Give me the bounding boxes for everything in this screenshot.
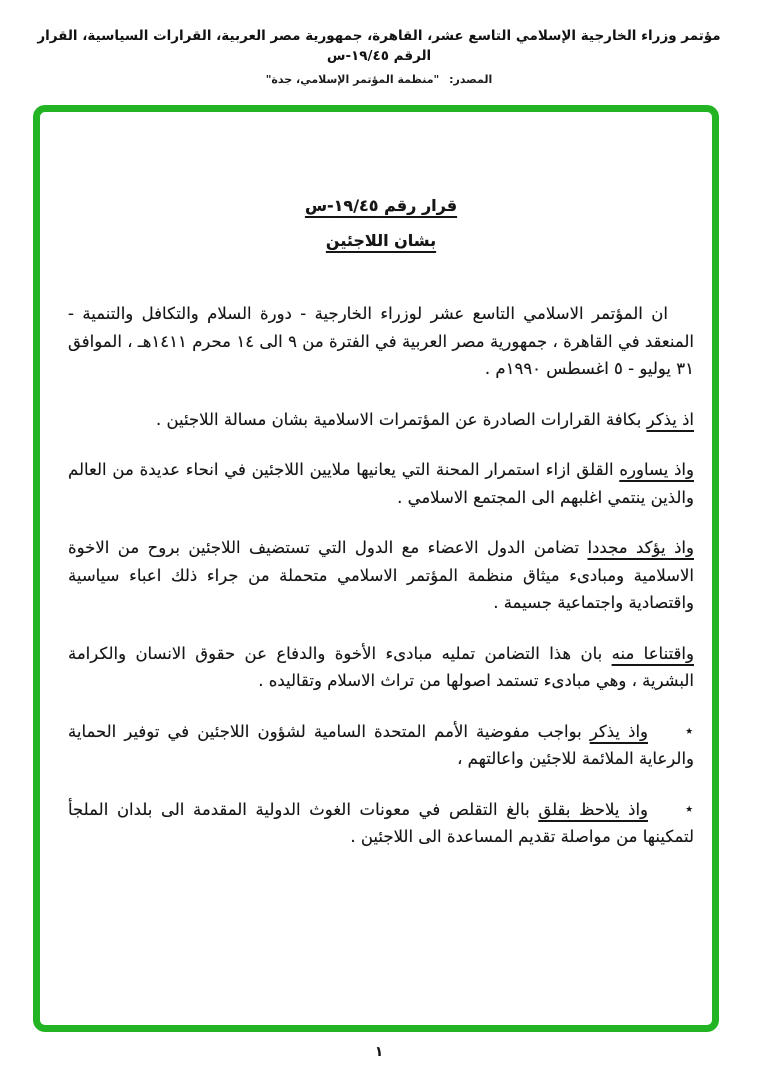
resolution-number-title: قرار رقم ١٩/٤٥-س [304,196,458,215]
paragraph-lead-underlined: واقتناعا منه [611,643,694,663]
paragraph-lead-underlined: واذ يساوره [619,460,694,479]
paragraph-lead-underlined: اذ يذكر [646,409,694,429]
page-number: ١ [374,1044,384,1060]
paragraph-lead-underlined: واذ يؤكد مجددا [587,538,694,557]
paragraph-text: بكافة القرارات الصادرة عن المؤتمرات الاسلامية بشان مسالة اللاجئين . [155,409,647,429]
paragraph-text: بالغ التقلص في معونات الغوث الدولية المقدمة الى بلدان الملجأ لتمكينها من مواصلة تقديم المساعدة الى اللاجئين . [68,799,694,846]
paragraph-lead-underlined: واذ يلاحظ بقلق [538,799,648,819]
paragraph-text: ان المؤتمر الاسلامي التاسع عشر لوزراء الخارجية - دورة السلام والتكافل والتنمية - المنعقد في القاهرة ، جمهورية مصر العربية في الفترة من ٩ الى ١٤ محرم ١٤١١هـ ، الموافق ٣١ يوليو - ٥ اغسطس ١٩٩٠م . [68,304,694,378]
preamble-paragraph-4 [68,534,694,617]
preamble-paragraph-3 [68,456,694,511]
source-label: المصدر: [449,73,493,86]
paragraph-text: بواجب مفوضية الأمم المتحدة السامية لشؤون اللاجئين في توفير الحماية والرعاية الملائمة للاجئين واعالتهم ، [68,721,694,768]
paragraph-text: بان هذا التضامن تمليه مبادىء الأخوة والدفاع عن حقوق الانسان والكرامة البشرية ، وهي مبادىء تستمد اصولها من تراث الاسلام وتقاليده . [68,643,694,690]
paragraph-text: القلق ازاء استمرار المحنة التي يعانيها ملايين اللاجئين في انحاء عديدة من العالم والذين ينتمي اغلبهم الى المجتمع الاسلامي . [68,460,694,507]
asterisk-bullet-icon: ٭ [685,800,693,817]
header-citation: مؤتمر وزراء الخارجية الإسلامي التاسع عشر، القاهرة، جمهورية مصر العربية، القرارات السياسية، القرار الرقم ١٩/٤٥-س [37,28,721,64]
green-border-frame [33,105,719,1032]
paragraph-lead-underlined: واذ يذكر [589,721,648,741]
header-source [28,73,730,86]
resolution-subject-title: بشان اللاجئين [325,230,437,250]
preamble-paragraph-7 [68,796,694,851]
preamble-paragraph-2 [68,406,694,434]
preamble-paragraph-5 [68,640,694,695]
source-value: "منظمة المؤتمر الإسلامي، جدة" [265,73,440,86]
preamble-paragraph-6 [68,718,694,773]
paragraph-text: تضامن الدول الاعضاء مع الدول التي تستضيف اللاجئين بروح من الاخوة الاسلامية ومبادىء ميثاق منظمة المؤتمر الاسلامي متحملة من جراء ذلك اعباء سياسية واقتصادية واجتماعية جسيمة . [68,538,694,612]
asterisk-bullet-icon: ٭ [685,722,693,739]
preamble-paragraph-1 [68,300,694,383]
document-header [28,26,730,86]
document-body [40,112,712,1025]
document-title [68,192,694,254]
